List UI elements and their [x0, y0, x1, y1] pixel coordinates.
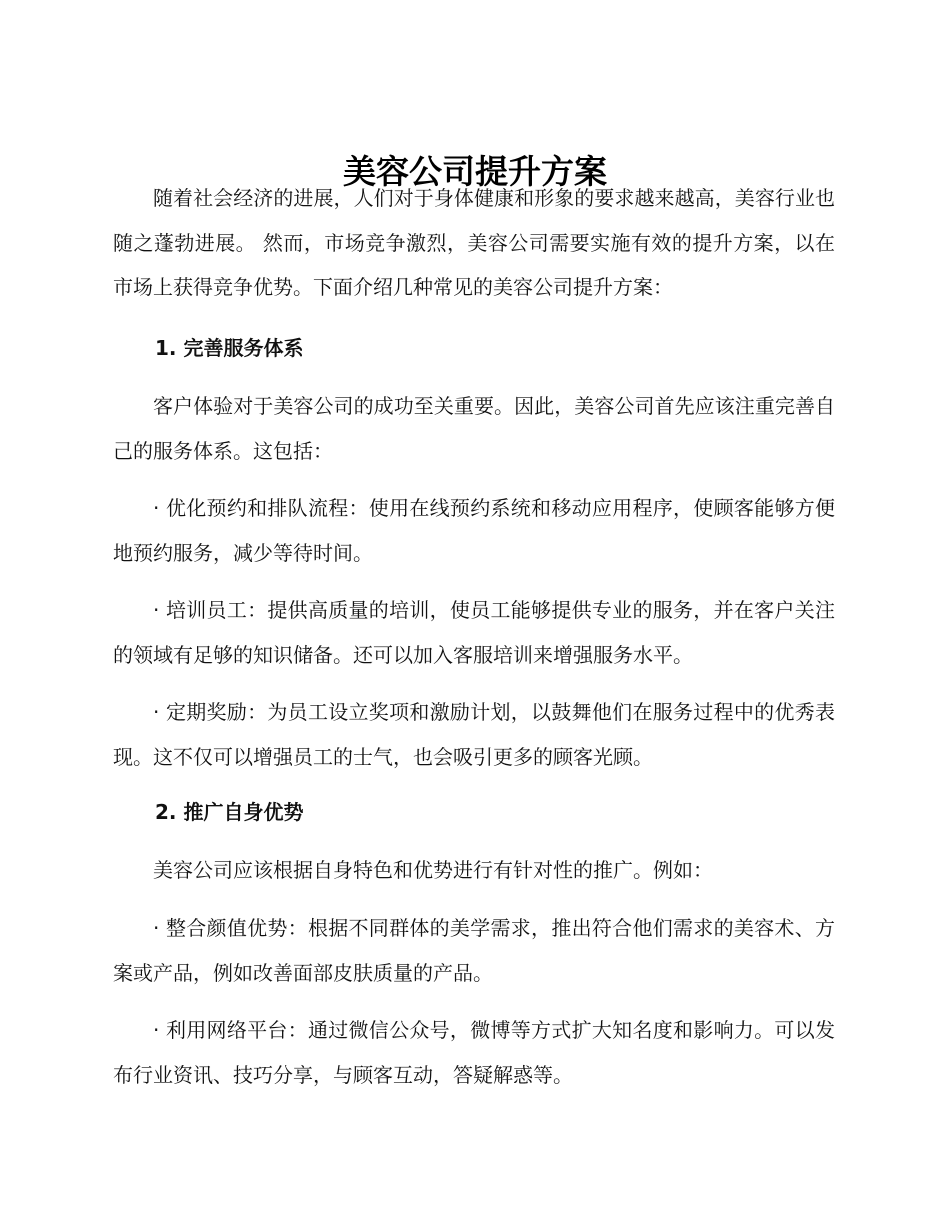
- section-1-bullet-3: · 定期奖励：为员工设立奖项和激励计划，以鼓舞他们在服务过程中的优秀表现。这不仅可以增强员工的士气，也会吸引更多的顾客光顾。: [113, 700, 835, 769]
- document-title: 美容公司提升方案: [343, 152, 607, 192]
- section-2-bullet-2: · 利用网络平台：通过微信公众号，微博等方式扩大知名度和影响力。可以发布行业资讯、技巧分享，与顾客互动，答疑解惑等。: [113, 1018, 835, 1087]
- section-2-heading: 2. 推广自身优势: [155, 800, 304, 824]
- section-2-intro: 美容公司应该根据自身特色和优势进行有针对性的推广。例如：: [153, 858, 713, 882]
- section-1-intro: 客户体验对于美容公司的成功至关重要。因此，美容公司首先应该注重完善自己的服务体系。这包括：: [113, 394, 835, 463]
- intro-paragraph: 随着社会经济的进展，人们对于身体健康和形象的要求越来越高，美容行业也随之蓬勃进展。 然而，市场竞争激烈，美容公司需要实施有效的提升方案，以在市场上获得竞争优势。下面介绍几种常见的美容公司提升方案：: [113, 186, 835, 299]
- section-2-bullet-1: · 整合颜值优势：根据不同群体的美学需求，推出符合他们需求的美容术、方案或产品，例如改善面部皮肤质量的产品。: [113, 916, 835, 985]
- section-1-bullet-2: · 培训员工：提供高质量的培训，使员工能够提供专业的服务，并在客户关注的领域有足够的知识储备。还可以加入客服培训来增强服务水平。: [113, 598, 835, 667]
- section-1-bullet-1: · 优化预约和排队流程：使用在线预约系统和移动应用程序，使顾客能够方便地预约服务，减少等待时间。: [113, 496, 835, 565]
- section-1-heading: 1. 完善服务体系: [155, 336, 304, 360]
